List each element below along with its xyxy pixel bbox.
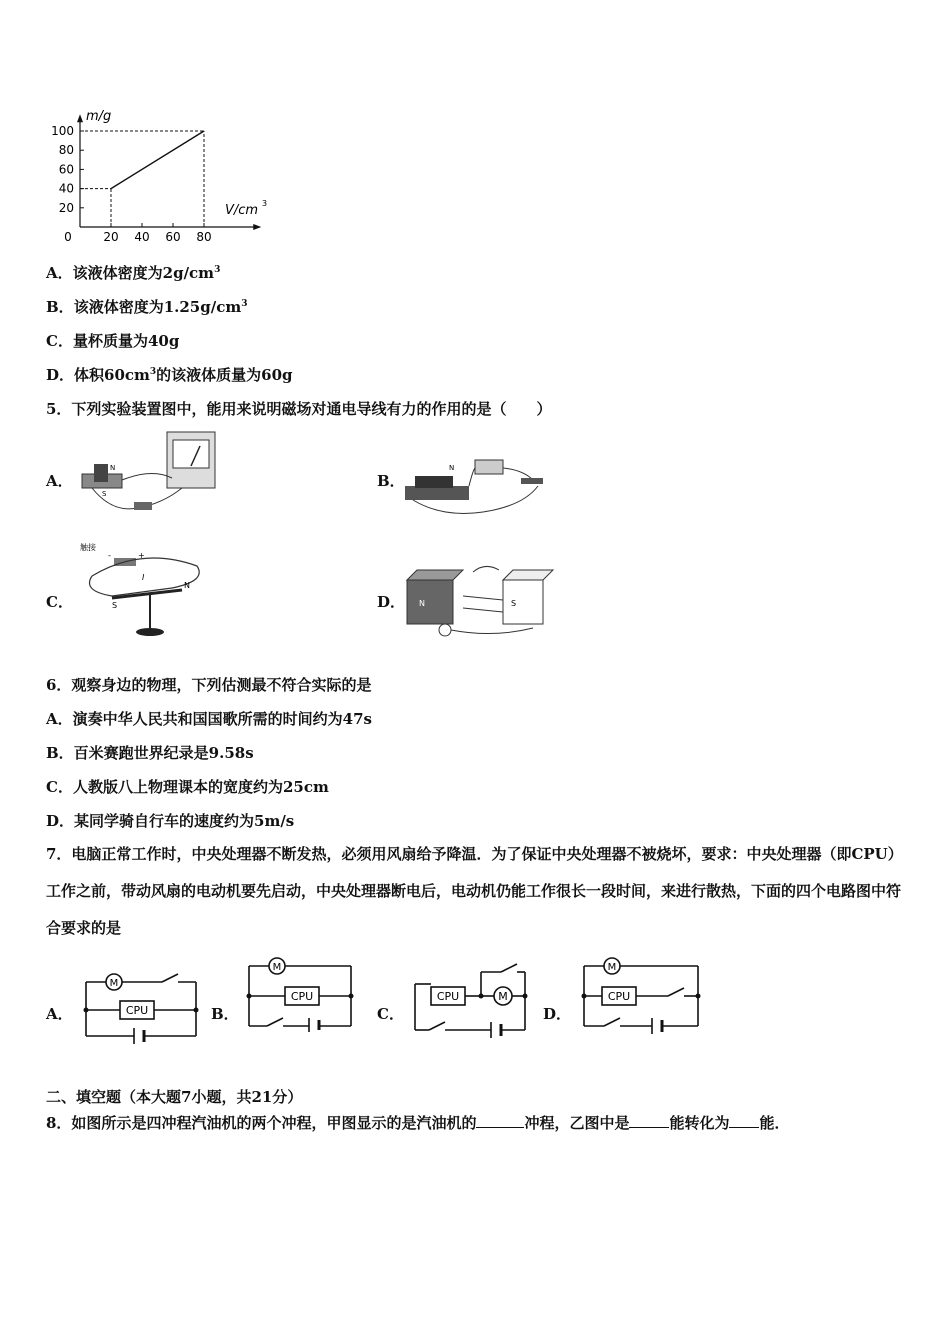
x-tick-label: 60 [165,230,181,244]
svg-text:N: N [419,599,425,608]
x-axis-arrow [253,224,261,230]
q8-blank-1[interactable] [476,1113,524,1128]
q5-figure-d [403,556,558,640]
q5-figure-a [72,428,227,520]
q7-label-a[interactable]: A． [46,1005,73,1023]
svg-text:M: M [498,990,508,1003]
q4-option-b[interactable]: B．该液体密度为$1.25g/cm^3$ [46,298,248,316]
svg-text:触接: 触接 [80,543,96,552]
q5-label-b[interactable]: B． [377,472,405,490]
q5-figure-c [72,536,210,640]
series-line [111,131,204,189]
svg-text:CPU: CPU [436,990,460,1003]
y-tick-label: 20 [58,200,74,215]
section-2-title: 二、填空题（本大题7小题，共21分） [46,1088,303,1106]
y-tick-label: 60 [58,162,74,177]
svg-text:CPU: CPU [125,1004,149,1017]
x-tick-label: 20 [103,230,119,244]
q5-label-c[interactable]: C． [46,593,73,611]
q8-blank-3[interactable] [729,1113,759,1128]
svg-text:N: N [449,464,455,472]
q5-label-a[interactable]: A． [46,472,73,490]
svg-text:S: S [511,599,517,608]
svg-text:S: S [112,601,118,610]
y-axis-label: m/g [86,109,112,124]
x-tick-label: 80 [196,230,212,244]
svg-text:+: + [138,551,145,560]
q7-label-d[interactable]: D． [543,1005,572,1023]
svg-text:3: 3 [262,199,268,208]
svg-text:N: N [184,581,190,590]
q4-option-c[interactable]: C．量杯质量为40g [46,332,180,350]
q5-label-d[interactable]: D． [377,593,406,611]
mass-volume-graph [40,102,280,247]
q8-blank-2[interactable] [629,1113,669,1128]
y-tick-label: 80 [58,143,74,158]
svg-text:V/cm: V/cm [225,203,259,218]
svg-text:CPU: CPU [290,990,314,1003]
q7-label-b[interactable]: B． [211,1005,239,1023]
q6-option-d[interactable]: D．某同学骑自行车的速度约为5m/s [46,812,295,830]
svg-text:I: I [142,573,145,582]
q7-stem: 7．电脑正常工作时，中央处理器不断发热，必须用风扇给予降温．为了保证中央处理器不被烧坏，要求：中央处理器（即CPU）工作之前，带动风扇的电动机要先启动，中央处理器断电后，电动机仍能工作很长一段时间，来进行散热，下面的四个电路图中符合要求的是 [46,845,903,937]
svg-text:M: M [109,978,119,989]
q5-stem: 5．下列实验装置图中，能用来说明磁场对通电导线有力的作用的是（ ） [46,400,552,418]
q7-circuit-c [407,962,533,1046]
x-tick-label: 40 [134,230,150,244]
svg-text:CPU: CPU [607,990,631,1003]
y-tick-label: 100 [51,124,74,138]
q7-label-c[interactable]: C． [377,1005,404,1023]
q7-circuit-b [241,956,359,1032]
svg-text:S: S [102,490,107,498]
q5-figure-b [403,450,558,520]
svg-text:M: M [607,962,617,973]
q4-option-d[interactable]: D．体积$60cm^3$的该液体质量为60g [46,366,293,384]
x-axis-label [225,199,267,218]
q6-stem: 6．观察身边的物理，下列估测最不符合实际的是 [46,676,372,694]
q7-circuit-a [78,966,204,1046]
q6-option-c[interactable]: C．人教版八上物理课本的宽度约为25cm [46,778,329,796]
q4-option-a[interactable]: A．该液体密度为$2g/cm^3$ [46,264,221,282]
y-tick-label: 40 [58,181,74,196]
q6-option-a[interactable]: A．演奏中华人民共和国国歌所需的时间约为47s [46,710,372,728]
x-tick-label: 0 [64,230,72,244]
q8-stem: 8．如图所示是四冲程汽油机的两个冲程，甲图显示的是汽油机的 冲程，乙图中是 能转化为 能． [46,1114,790,1132]
q7-circuit-d [576,956,706,1034]
svg-text:M: M [272,962,282,973]
q6-option-b[interactable]: B．百米赛跑世界纪录是9.58s [46,744,254,762]
svg-text:-: - [108,551,111,560]
svg-text:N: N [110,464,116,472]
y-axis-arrow [77,114,83,122]
